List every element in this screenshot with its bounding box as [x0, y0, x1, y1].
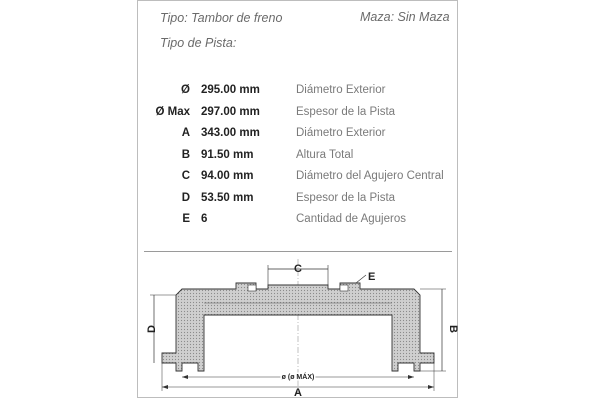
spec-value: 94.00 mm: [201, 170, 254, 182]
dim-d-label: D: [146, 325, 158, 333]
spec-row: [138, 192, 459, 212]
spec-description: Espesor de la Pista: [296, 106, 396, 118]
spec-value: 297.00 mm: [201, 106, 260, 118]
dim-a-arrow-left: [162, 385, 168, 389]
dim-b-label: B: [447, 325, 459, 333]
spec-value: 53.50 mm: [201, 192, 254, 204]
dim-c-label: C: [294, 263, 302, 275]
brake-drum-diagram: [138, 253, 459, 399]
spec-value: 91.50 mm: [201, 149, 254, 161]
bolt-hole-right: [340, 285, 348, 291]
spec-value: 6: [201, 213, 208, 225]
spec-description: Diámetro del Agujero Central: [296, 170, 444, 182]
spec-row: [138, 127, 459, 147]
spec-value: 343.00 mm: [201, 127, 260, 139]
spec-row: [138, 170, 459, 190]
section-divider: [144, 251, 452, 252]
spec-symbol: Ø Max: [155, 106, 190, 118]
dim-diameter-arrow-right: [408, 375, 414, 379]
dim-diameter-label: ø (ø MÁX): [281, 374, 315, 381]
track-type-label: Tipo de Pista:: [160, 36, 237, 50]
spec-symbol: A: [181, 127, 190, 139]
spec-card: [137, 0, 458, 398]
spec-symbol: Ø: [181, 84, 190, 96]
bolt-hole-left: [248, 285, 256, 291]
dim-a-arrow-right: [428, 385, 434, 389]
spec-symbol: D: [181, 192, 190, 204]
dim-diameter-arrow-left: [182, 375, 188, 379]
spec-row: [138, 213, 459, 233]
spec-symbol: C: [181, 170, 190, 182]
spec-description: Cantidad de Agujeros: [296, 213, 406, 225]
dim-a-label: A: [294, 387, 302, 399]
hub-label: Maza: Sin Maza: [360, 10, 450, 24]
spec-symbol: E: [182, 213, 190, 225]
spec-description: Espesor de la Pista: [296, 192, 396, 204]
spec-description: Diámetro Exterior: [296, 84, 386, 96]
spec-value: 295.00 mm: [201, 84, 260, 96]
dim-e-leader: [356, 275, 366, 283]
type-label: Tipo: Tambor de freno: [160, 11, 283, 25]
spec-description: Diámetro Exterior: [296, 127, 386, 139]
spec-row: [138, 84, 459, 104]
spec-row: [138, 106, 459, 126]
spec-description: Altura Total: [296, 149, 354, 161]
dim-e-label: E: [368, 271, 376, 283]
spec-symbol: B: [181, 149, 190, 161]
spec-row: [138, 149, 459, 169]
